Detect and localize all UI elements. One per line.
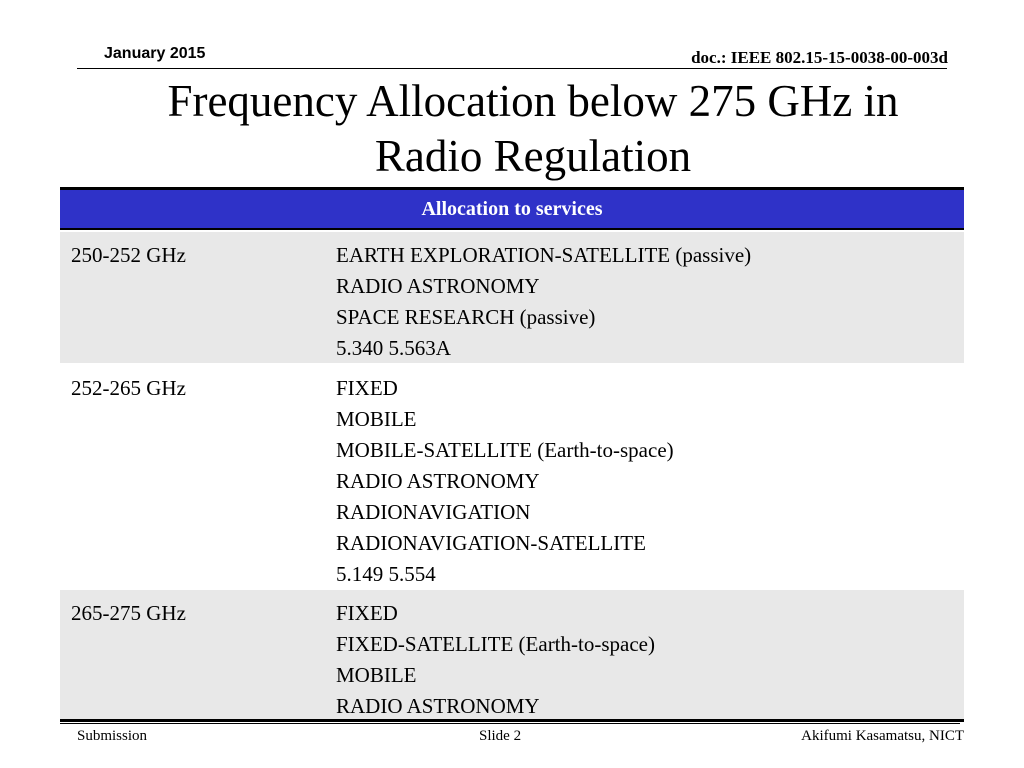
- title-line-1: Frequency Allocation below 275 GHz in: [167, 76, 899, 126]
- service-line: RADIO ASTRONOMY: [336, 694, 540, 718]
- header-divider: [77, 68, 947, 69]
- service-line: EARTH EXPLORATION-SATELLITE (passive): [336, 243, 752, 267]
- service-line: MOBILE: [336, 663, 417, 687]
- table-header: Allocation to services: [60, 190, 964, 230]
- services-cell: [336, 240, 751, 364]
- footer-slide-number: Slide 2: [479, 728, 522, 744]
- header-doc-id: doc.: IEEE 802.15-15-0038-00-003d: [691, 48, 948, 67]
- service-line: FIXED: [336, 376, 398, 400]
- table-row: [60, 365, 964, 588]
- service-line: SPACE RESEARCH (passive): [336, 305, 596, 329]
- band-cell: 250-252 GHz: [71, 243, 186, 267]
- service-line: MOBILE-SATELLITE (Earth-to-space): [336, 438, 674, 462]
- service-line: MOBILE: [336, 407, 417, 431]
- service-line: FIXED-SATELLITE (Earth-to-space): [336, 632, 655, 656]
- title-line-2: Radio Regulation: [374, 131, 692, 181]
- table-row: [60, 232, 964, 363]
- band-cell: 265-275 GHz: [71, 601, 186, 625]
- band-cell: 252-265 GHz: [71, 376, 186, 400]
- services-cell: [336, 598, 655, 722]
- service-line: RADIO ASTRONOMY: [336, 469, 540, 493]
- header-date: January 2015: [104, 45, 206, 62]
- service-line: 5.340 5.563A: [336, 336, 451, 360]
- services-cell: [336, 373, 674, 590]
- table-row: [60, 590, 964, 719]
- service-line: RADIO ASTRONOMY: [336, 274, 540, 298]
- slide-title: [60, 74, 1006, 184]
- footer-submission: Submission: [77, 728, 148, 744]
- service-line: FIXED: [336, 601, 398, 625]
- footer-author: Akifumi Kasamatsu, NICT: [801, 728, 964, 744]
- footer-divider: [60, 723, 960, 724]
- table-bottom-rule: [60, 719, 964, 722]
- service-line: RADIONAVIGATION-SATELLITE: [336, 531, 646, 555]
- service-line: 5.149 5.554: [336, 562, 436, 586]
- service-line: RADIONAVIGATION: [336, 500, 531, 524]
